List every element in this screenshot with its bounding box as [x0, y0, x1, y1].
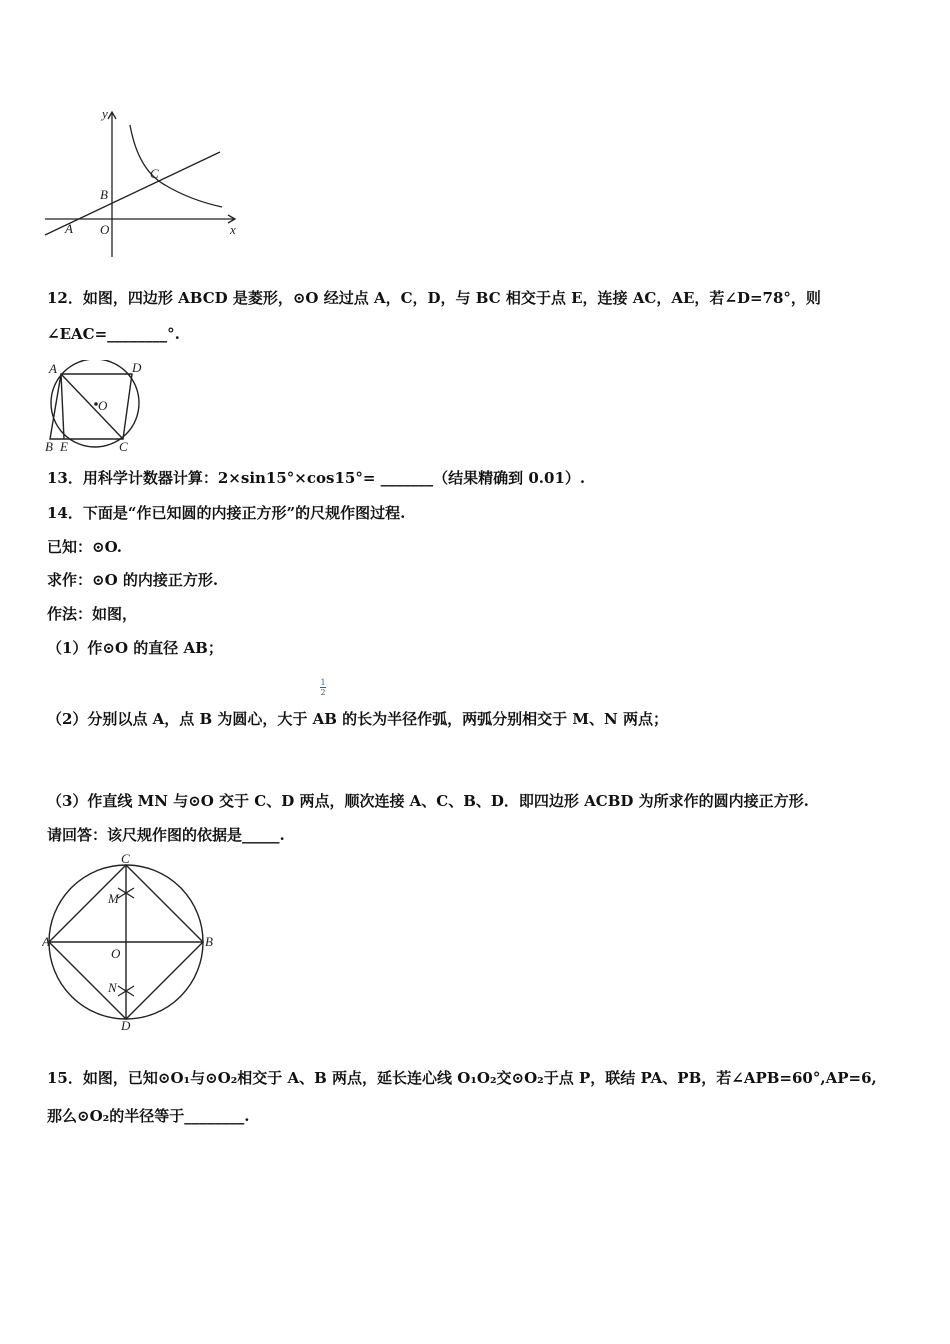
label-A: A — [42, 934, 50, 949]
label-x: x — [230, 222, 236, 237]
q14-method: 作法：如图， — [47, 605, 138, 623]
fraction-numerator: 1 — [320, 678, 326, 687]
segment-AC — [61, 374, 123, 439]
label-B: B — [45, 439, 53, 454]
q15-line1: 15．如图，已知⊙O₁与⊙O₂相交于 A、B 两点，延长连心线 O₁O₂交⊙O₂于点 P，联结 PA、PB，若∠APB=60°,AP=6, — [47, 1069, 877, 1087]
inscribed-square-figure — [42, 850, 222, 1032]
q14-step1: （1）作⊙O 的直径 AB； — [47, 639, 223, 657]
q12-line1: 12．如图，四边形 ABCD 是菱形，⊙O 经过点 A，C，D，与 BC 相交于点 E，连接 AC，AE，若∠D=78°，则 — [47, 289, 821, 307]
fraction-one-half — [320, 678, 326, 697]
label-C: C — [119, 439, 128, 454]
label-O: O — [98, 398, 108, 413]
q15-line2: 那么⊙O₂的半径等于________. — [47, 1107, 250, 1125]
label-E: E — [60, 439, 68, 454]
label-N: N — [108, 980, 117, 995]
q12-line2: ∠EAC=________°. — [47, 325, 180, 343]
fraction-denominator: 2 — [320, 688, 326, 697]
label-C: C — [150, 166, 159, 181]
hyperbola-curve — [130, 125, 222, 207]
label-A: A — [65, 221, 73, 236]
label-C: C — [121, 851, 130, 866]
q14-question: 请回答：该尺规作图的依据是_____. — [47, 826, 285, 844]
label-O: O — [100, 222, 110, 237]
q14-title: 14．下面是“作已知圆的内接正方形”的尺规作图过程. — [47, 504, 406, 522]
q14-step2: （2）分别以点 A，点 B 为圆心，大于 AB 的长为半径作弧，两弧分别相交于 M、N 两点； — [47, 710, 668, 728]
q14-step3: （3）作直线 MN 与⊙O 交于 C、D 两点，顺次连接 A、C、B、D．即四边形 ACBD 为所求作的圆内接正方形. — [47, 792, 809, 810]
label-B: B — [100, 187, 108, 202]
q14-ask: 求作：⊙O 的内接正方形. — [47, 571, 219, 589]
label-M: M — [108, 891, 119, 906]
label-D: D — [132, 360, 142, 375]
coordinate-figure — [40, 100, 245, 260]
label-y: y — [102, 106, 108, 121]
segment-AE — [61, 374, 64, 439]
label-A: A — [49, 361, 57, 376]
label-D: D — [121, 1018, 131, 1032]
rhombus-circle-figure — [40, 360, 150, 455]
label-O: O — [111, 946, 121, 961]
q14-known: 已知：⊙O. — [47, 538, 122, 556]
label-B: B — [205, 934, 213, 949]
q13-line: 13．用科学计数器计算：2×sin15°×cos15°= _______（结果精确到 0.01）. — [47, 469, 586, 487]
